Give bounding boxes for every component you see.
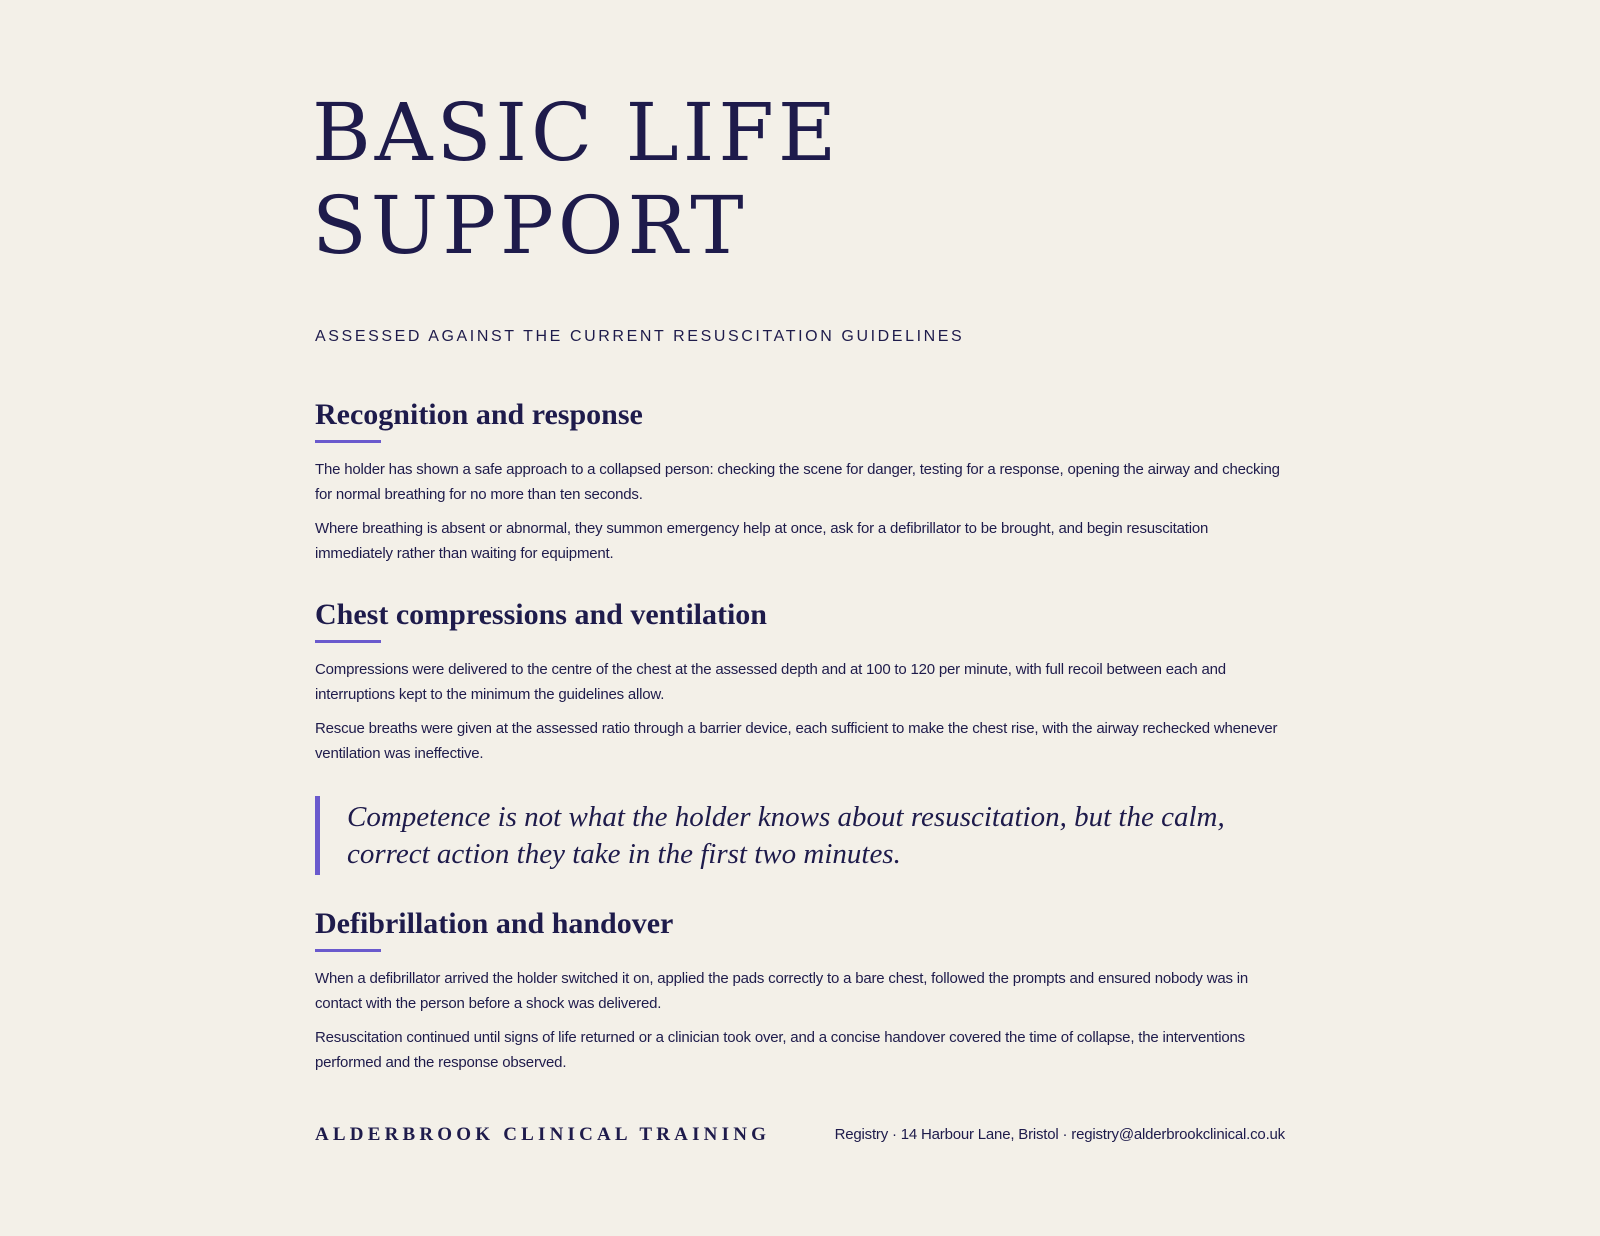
section-paragraph: Resuscitation continued until signs of life returned or a clinician took over, and a concise handover covered the time of collapse, the interventions performed and the response observed. bbox=[315, 1029, 1245, 1071]
section-recognition bbox=[315, 397, 1285, 566]
pull-quote bbox=[315, 796, 1275, 875]
pull-quote-text: Competence is not what the holder knows about resuscitation, but the calm, correct action they take in the first two minutes. bbox=[347, 801, 1225, 870]
footer-contact: Registry · 14 Harbour Lane, Bristol · registry@alderbrookclinical.co.uk bbox=[834, 1126, 1285, 1143]
heading-rule bbox=[315, 440, 381, 443]
section-heading: Defibrillation and handover bbox=[315, 907, 674, 940]
section-paragraph: When a defibrillator arrived the holder switched it on, applied the pads correctly to a bare chest, followed the prompts and ensured nobody was in contact with the person before a shock was delivered. bbox=[315, 970, 1249, 1012]
section-paragraph: Where breathing is absent or abnormal, they summon emergency help at once, ask for a defibrillator to be brought, and begin resuscitation immediately rather than waiting for equipment. bbox=[315, 520, 1209, 562]
section-paragraph: The holder has shown a safe approach to a collapsed person: checking the scene for danger, testing for a response, opening the airway and checking for normal breathing for no more than ten seconds. bbox=[315, 461, 1280, 503]
document-title bbox=[312, 86, 1012, 272]
section-paragraph: Rescue breaths were given at the assessed ratio through a barrier device, each sufficient to make the chest rise, with the airway rechecked whenever ventilation was ineffective. bbox=[315, 720, 1278, 762]
document-subtitle: ASSESSED AGAINST THE CURRENT RESUSCITATION GUIDELINES bbox=[315, 328, 965, 345]
section-heading: Chest compressions and ventilation bbox=[315, 598, 767, 631]
footer-brand: ALDERBROOK CLINICAL TRAINING bbox=[315, 1124, 771, 1145]
heading-rule bbox=[315, 640, 381, 643]
title-line-2: SUPPORT bbox=[312, 179, 748, 272]
title-line-1: BASIC LIFE bbox=[312, 86, 841, 179]
section-paragraph: Compressions were delivered to the centre of the chest at the assessed depth and at 100 to 120 per minute, with full recoil between each and interruptions kept to the minimum the guidelines allow. bbox=[315, 661, 1226, 703]
section-defibrillation bbox=[315, 906, 1285, 1075]
section-heading: Recognition and response bbox=[315, 398, 643, 431]
section-compressions bbox=[315, 597, 1285, 766]
heading-rule bbox=[315, 949, 381, 952]
